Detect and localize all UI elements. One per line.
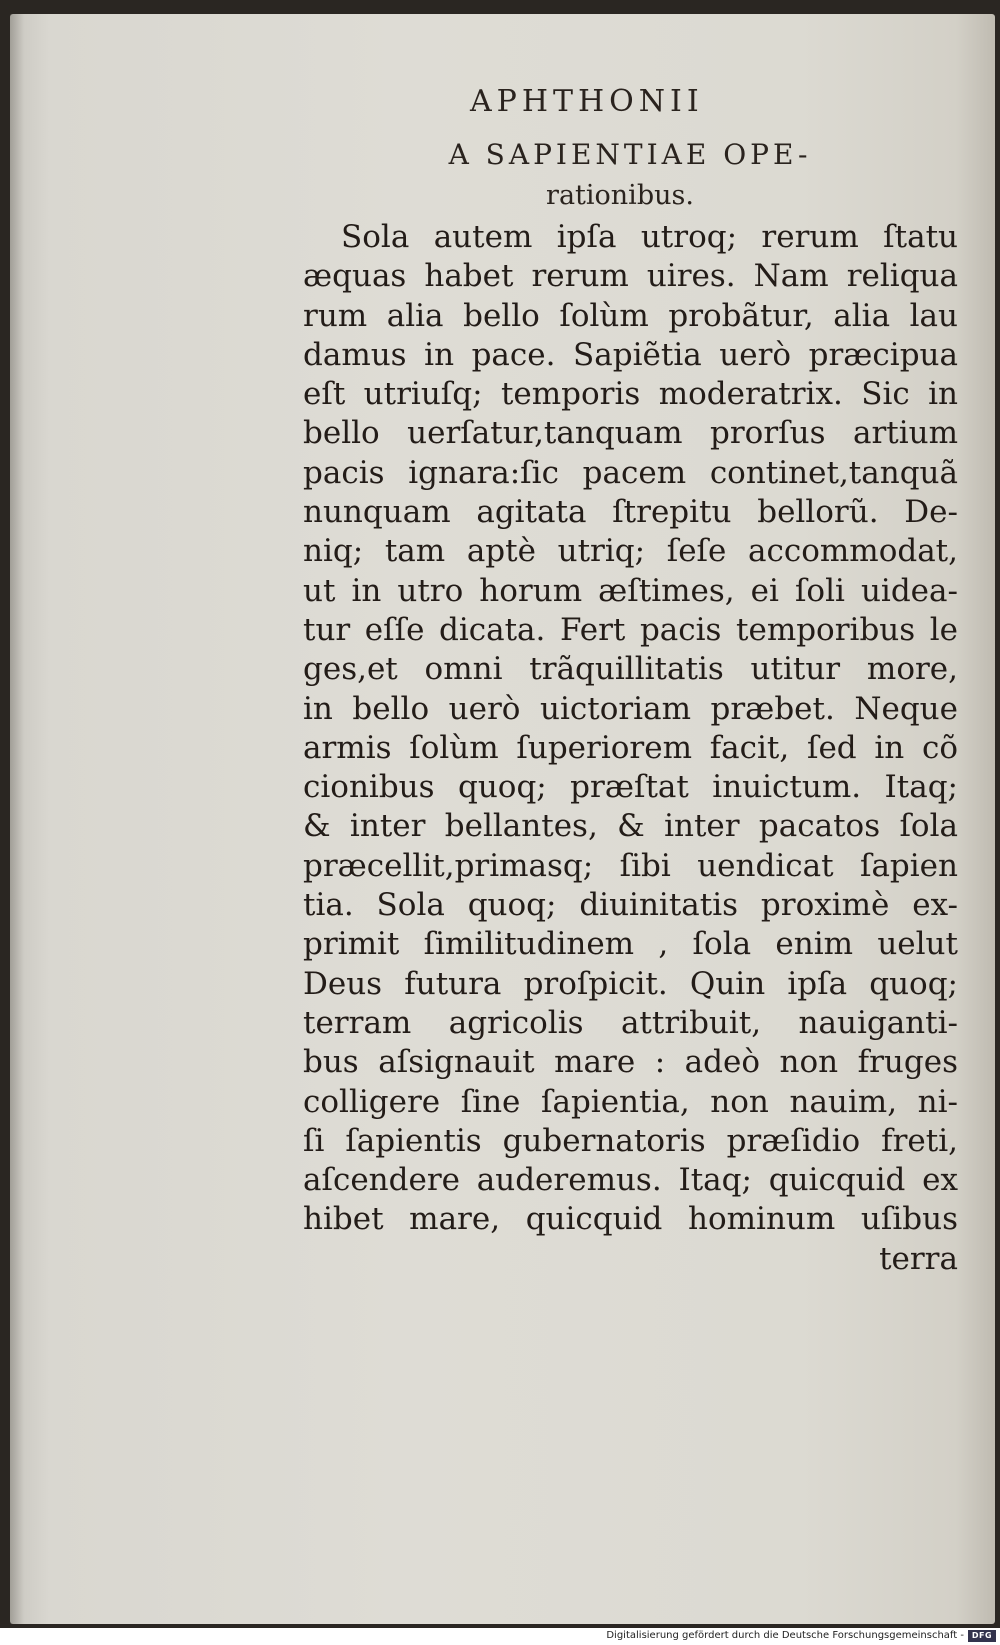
text-line: rum alia bello ſolùm probãtur, alia lau xyxy=(303,297,958,334)
text-line: tur eſſe dicata. Fert pacis temporibus le xyxy=(303,611,958,648)
dfg-logo: DFG xyxy=(968,1630,996,1642)
text-line: bello uerſatur,tanquam prorſus artium xyxy=(303,415,958,452)
text-line: ges,et omni trãquillitatis utitur more, xyxy=(303,651,958,688)
text-line: niq; tam aptè utriq; ſeſe accommodat, xyxy=(303,533,958,570)
text-line: in bello uerò uictoriam præbet. Neque xyxy=(303,690,958,727)
section-title-line-1: A SAPIENTIAE OPE- xyxy=(448,138,812,171)
text-line: armis ſolùm ſuperiorem facit, ſed in cõ xyxy=(303,729,958,766)
text-line: tia. Sola quoq; diuinitatis proximè ex- xyxy=(303,887,958,924)
text-line: æquas habet rerum uires. Nam reliqua xyxy=(303,258,958,295)
body-text xyxy=(303,218,958,1279)
running-head: APHTHONII xyxy=(470,84,704,119)
text-line: præcellit,primasq; ſibi uendicat ſapien xyxy=(303,847,958,884)
text-line: Deus futura proſpicit. Quin ipſa quoq; xyxy=(303,965,958,1002)
text-line: & inter bellantes, & inter pacatos ſola xyxy=(303,808,958,845)
text-line: primit ſimilitudinem , ſola enim uelut xyxy=(303,926,958,963)
text-line: Sola autem ipſa utroq; rerum ſtatu xyxy=(341,219,958,255)
text-line: ſi ſapientis gubernatoris præſidio freti, xyxy=(303,1122,958,1159)
text-line: eſt utriuſq; temporis moderatrix. Sic in xyxy=(303,376,958,413)
section-title-line-2: rationibus. xyxy=(546,180,694,211)
text-line: damus in pace. Sapiẽtia uerò præcipua xyxy=(303,336,958,373)
text-line: colligere ſine ſapientia, non nauim, ni- xyxy=(303,1083,958,1120)
catchword: terra xyxy=(879,1240,958,1277)
footer-bar xyxy=(0,1628,1000,1645)
funding-credit: Digitalisierung gefördert durch die Deutsche Forschungsgemeinschaft - xyxy=(606,1630,964,1641)
text-line: cionibus quoq; præſtat inuictum. Itaq; xyxy=(303,769,958,806)
text-line: bus aſsignauit mare : adeò non fruges xyxy=(303,1044,958,1081)
text-line: terram agricolis attribuit, nauiganti- xyxy=(303,1004,958,1041)
text-line: aſcendere auderemus. Itaq; quicquid ex xyxy=(303,1162,958,1199)
text-line: nunquam agitata ſtrepitu bellorũ. De- xyxy=(303,494,958,531)
page-gutter-shadow xyxy=(10,14,24,1624)
text-line: hibet mare, quicquid hominum uſibus xyxy=(303,1201,958,1238)
text-line: pacis ignara:ſic pacem continet,tanquã xyxy=(303,454,958,491)
text-line: ut in utro horum æſtimes, ei ſoli uidea- xyxy=(303,572,958,609)
